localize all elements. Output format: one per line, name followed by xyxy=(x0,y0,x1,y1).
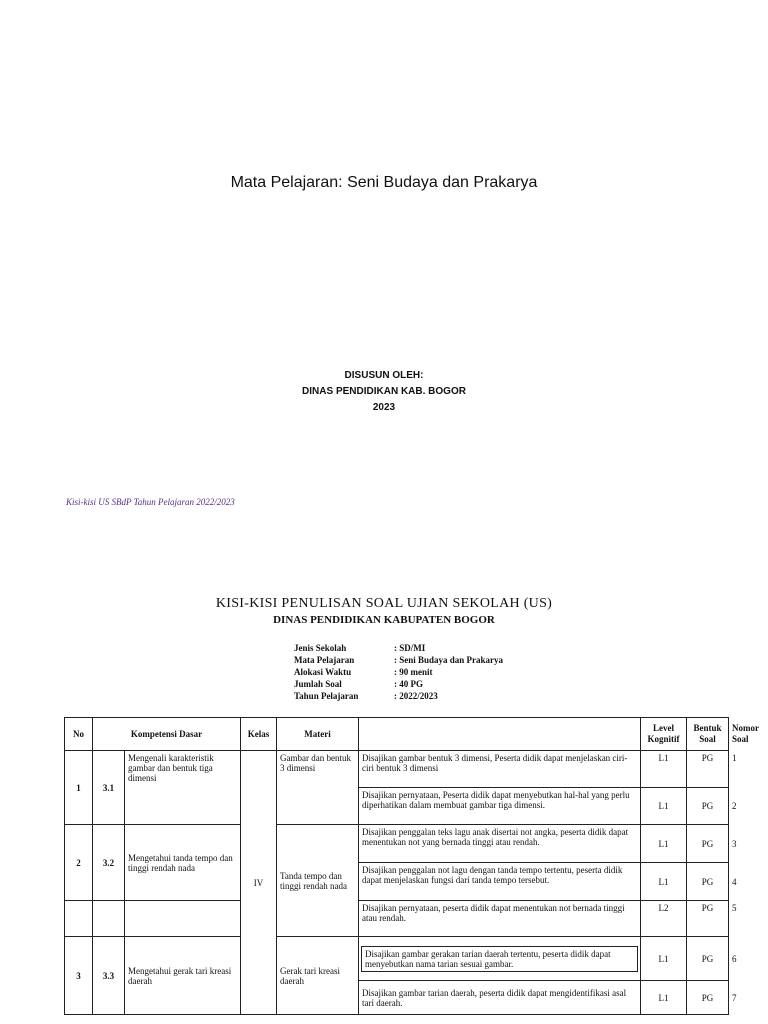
author-block xyxy=(0,368,768,416)
table-row: Disajikan pernyataan, Peserta didik dapat menyebutkan hal-hal yang perlu diperhatikan dalam membuat gambar tiga dimensi. L1 PG 2 xyxy=(65,788,729,825)
level-cell: L1 xyxy=(641,788,687,825)
header-level-kognitif: Level Kognitif xyxy=(641,718,687,751)
meta-value: : 40 PG xyxy=(394,679,423,689)
kd-text-empty xyxy=(125,901,241,937)
kd-code-empty xyxy=(93,901,125,937)
kelas-cell: IV xyxy=(241,751,277,1015)
header-kelas: Kelas xyxy=(241,718,277,751)
indikator-cell: Disajikan gambar bentuk 3 dimensi, Peserta didik dapat menjelaskan ciri-ciri bentuk 3 dimensi xyxy=(359,751,641,788)
meta-row xyxy=(294,666,503,678)
bentuk-cell: PG xyxy=(687,751,729,788)
author-org: DINAS PENDIDIKAN KAB. BOGOR xyxy=(302,386,466,397)
header-bentuk-soal: Bentuk Soal xyxy=(687,718,729,751)
level-cell: L1 xyxy=(641,981,687,1015)
materi-cell: Gerak tari kreasi daerah xyxy=(277,937,359,1015)
kd-text: Mengenali karakteristik gambar dan bentuk tiga dimensi xyxy=(125,751,241,825)
bentuk-cell: PG xyxy=(687,825,729,863)
meta-row xyxy=(294,654,503,666)
meta-label: Mata Pelajaran xyxy=(294,655,355,665)
kd-code: 3.3 xyxy=(93,937,125,1015)
bentuk-cell: PG xyxy=(687,937,729,981)
table-header-row: No Kompetensi Dasar Kelas Materi Level Kognitif Bentuk Soal Nomor Soal xyxy=(65,718,729,751)
row-no: 1 xyxy=(65,751,93,825)
row-no: 3 xyxy=(65,937,93,1015)
indikator-cell: Disajikan pernyataan, Peserta didik dapat menyebutkan hal-hal yang perlu diperhatikan dalam membuat gambar tiga dimensi. xyxy=(359,788,641,825)
header-kompetensi-dasar: Kompetensi Dasar xyxy=(93,718,241,751)
indikator-cell: Disajikan penggalan not lagu dengan tanda tempo tertentu, peserta didik dapat menjelaskan fungsi dari tanda tempo tersebut. xyxy=(359,863,641,901)
meta-value: : Seni Budaya dan Prakarya xyxy=(394,655,504,665)
meta-label: Jumlah Soal xyxy=(294,679,342,689)
row-no: 2 xyxy=(65,825,93,901)
cover-title: Mata Pelajaran: Seni Budaya dan Prakarya xyxy=(230,174,538,191)
kd-text: Mengetahui gerak tari kreasi daerah xyxy=(125,937,241,1015)
bentuk-cell: PG xyxy=(687,981,729,1015)
kisi-kisi-table xyxy=(64,717,759,1015)
header-no: No xyxy=(65,718,93,751)
meta-row xyxy=(294,690,503,702)
meta-label: Alokasi Waktu xyxy=(294,667,352,677)
author-year: 2023 xyxy=(372,402,396,413)
header-indikator xyxy=(359,718,641,751)
level-cell: L1 xyxy=(641,863,687,901)
row-no-empty xyxy=(65,901,93,937)
table-row: 1 3.1 Mengenali karakteristik gambar dan bentuk tiga dimensi IV Gambar dan bentuk 3 dimensi Disajikan gambar bentuk 3 dimensi, Peserta didik dapat menjelaskan ciri-ciri bentuk 3 dimensi L1 PG 1 xyxy=(65,751,729,788)
meta-value: : 2022/2023 xyxy=(394,691,438,701)
table-row: Disajikan penggalan not lagu dengan tanda tempo tertentu, peserta didik dapat menjelaskan fungsi dari tanda tempo tersebut. L1 PG 4 xyxy=(65,863,729,901)
document-subtitle: DINAS PENDIDIKAN KABUPATEN BOGOR xyxy=(273,614,495,626)
meta-value: : 90 menit xyxy=(394,667,433,677)
materi-cell: Gambar dan bentuk 3 dimensi xyxy=(277,751,359,825)
header-materi: Materi xyxy=(277,718,359,751)
kd-text: Mengetahui tanda tempo dan tinggi rendah nada xyxy=(125,825,241,901)
table-row: Disajikan pernyataan, peserta didik dapat menentukan not bernada tinggi atau rendah. L2 PG 5 xyxy=(65,901,729,937)
meta-value: : SD/MI xyxy=(394,643,426,653)
bentuk-cell: PG xyxy=(687,901,729,937)
meta-row xyxy=(294,642,503,654)
indikator-cell xyxy=(359,937,641,981)
document-meta xyxy=(294,642,503,702)
level-cell: L1 xyxy=(641,751,687,788)
kd-code: 3.1 xyxy=(93,751,125,825)
author-label: DISUSUN OLEH: xyxy=(344,370,424,381)
bentuk-cell: PG xyxy=(687,788,729,825)
table-row: 2 3.2 Mengetahui tanda tempo dan tinggi rendah nada Tanda tempo dan tinggi rendah nada Disajikan penggalan teks lagu anak disertai not angka, peserta didik dapat menentukan not yang bernada tinggi atau rendah. L1 PG 3 xyxy=(65,825,729,863)
indikator-box: Disajikan gambar gerakan tarian daerah tertentu, peserta didik dapat menyebutkan nama tarian sesuai gambar. xyxy=(361,946,638,972)
table-row: 3 3.3 Mengetahui gerak tari kreasi daerah Gerak tari kreasi daerah Disajikan gambar gerakan tarian daerah tertentu, peserta didik dapat menyebutkan nama tarian sesuai gambar. L1 PG 6 xyxy=(65,937,729,981)
level-cell: L1 xyxy=(641,937,687,981)
level-cell: L1 xyxy=(641,825,687,863)
indikator-cell: Disajikan pernyataan, peserta didik dapat menentukan not bernada tinggi atau rendah. xyxy=(359,901,641,937)
kd-code: 3.2 xyxy=(93,825,125,901)
meta-label: Jenis Sekolah xyxy=(294,643,347,653)
meta-row xyxy=(294,678,503,690)
document-title: KISI-KISI PENULISAN SOAL UJIAN SEKOLAH (US) xyxy=(215,596,553,611)
level-cell: L2 xyxy=(641,901,687,937)
meta-label: Tahun Pelajaran xyxy=(294,691,359,701)
table-row: Disajikan gambar tarian daerah, peserta didik dapat mengidentifikasi asal tari daerah. L1 PG 7 xyxy=(65,981,729,1015)
bentuk-cell: PG xyxy=(687,863,729,901)
indikator-cell: Disajikan gambar tarian daerah, peserta didik dapat mengidentifikasi asal tari daerah. xyxy=(359,981,641,1015)
page-footer-note: Kisi-kisi US SBdP Tahun Pelajaran 2022/2023 xyxy=(66,497,235,507)
materi-cell: Tanda tempo dan tinggi rendah nada xyxy=(277,825,359,937)
indikator-cell: Disajikan penggalan teks lagu anak disertai not angka, peserta didik dapat menentukan not yang bernada tinggi atau rendah. xyxy=(359,825,641,863)
